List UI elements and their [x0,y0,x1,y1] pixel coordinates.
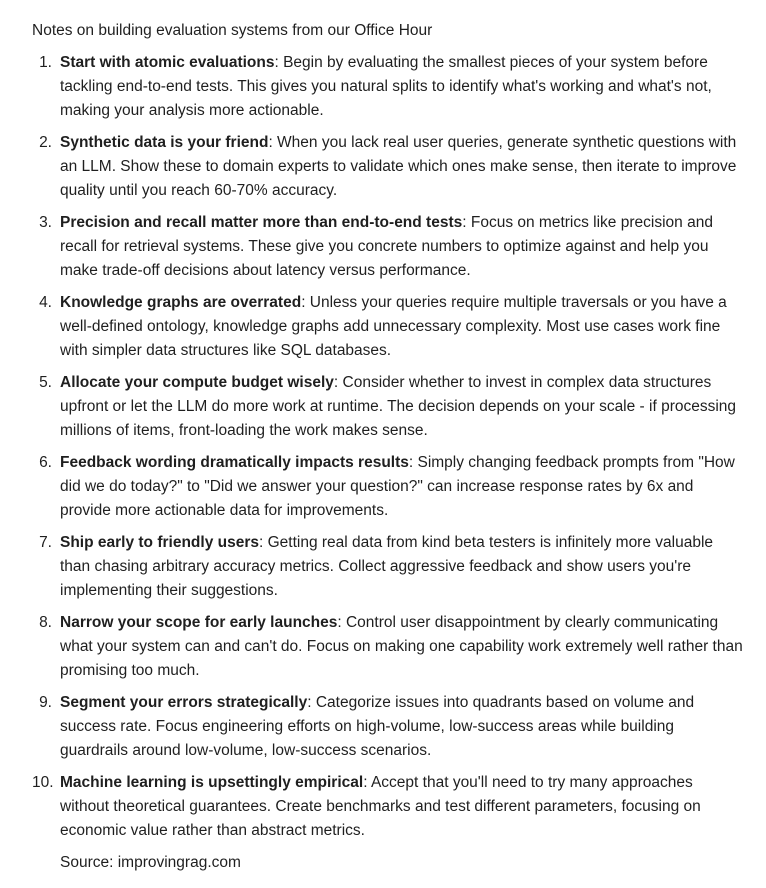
note-title: Segment your errors strategically [60,694,308,711]
note-number: 6. [39,454,52,471]
note-text: : Getting real data from kind beta testers is infinitely more valuable than chasing arbitrary accuracy metrics. Collect aggressive feedback and show users you're implementing their suggestions. [60,534,714,599]
note-item [32,211,746,283]
note-title: Ship early to friendly users [60,534,259,551]
note-item [32,451,746,523]
note-title: Machine learning is upsettingly empirical [60,774,364,791]
note-item [32,371,746,443]
note-text: : Unless your queries require multiple traversals or you have a well-defined ontology, knowledge graphs add unnecessary complexity. Most use cases work fine with simpler data structures like SQL databases. [60,294,727,359]
note-text: : Control user disappointment by clearly communicating what your system can and can't do. Focus on making one capability work extremely well rather than promising too much. [60,614,743,679]
note-title: Feedback wording dramatically impacts results [60,454,409,471]
note-title: Knowledge graphs are overrated [60,294,302,311]
note-text: : Begin by evaluating the smallest pieces of your system before tackling end-to-end tests. This gives you natural splits to identify what's working and what's not, making your analysis more actionable. [60,54,712,119]
note-text: : Accept that you'll need to try many approaches without theoretical guarantees. Create benchmarks and test different parameters, focusing on economic value rather than abstract metrics. [60,774,701,839]
notes-list [32,51,746,843]
note-item [32,51,746,123]
note-item [32,611,746,683]
note-title: Precision and recall matter more than end-to-end tests [60,214,463,231]
note-item [32,691,746,763]
note-title: Allocate your compute budget wisely [60,374,334,391]
note-number: 7. [39,534,52,551]
note-number: 5. [39,374,52,391]
note-item [32,131,746,203]
source-line: Source: improvingrag.com [60,854,241,871]
note-number: 3. [39,214,52,231]
note-number: 2. [39,134,52,151]
note-title: Narrow your scope for early launches [60,614,338,631]
note-text: : Simply changing feedback prompts from "How did we do today?" to "Did we answer your question?" can increase response rates by 6x and provide more actionable data for improvements. [60,454,735,519]
note-number: 9. [39,694,52,711]
note-number: 10. [32,774,54,791]
note-item [32,771,746,843]
note-number: 8. [39,614,52,631]
note-number: 4. [39,294,52,311]
intro-heading: Notes on building evaluation systems from our Office Hour [32,22,433,39]
note-text: : Consider whether to invest in complex data structures upfront or let the LLM do more work at runtime. The decision depends on your scale - if processing millions of items, front-loading the work makes sense. [60,374,737,439]
note-number: 1. [39,54,52,71]
note-item [32,531,746,603]
note-item [32,291,746,363]
note-text: : Categorize issues into quadrants based on volume and success rate. Focus engineering efforts on high-volume, low-success areas while building guardrails around low-volume, low-success scenarios. [60,694,695,759]
note-title: Synthetic data is your friend [60,134,269,151]
note-title: Start with atomic evaluations [60,54,275,71]
note-text: : Focus on metrics like precision and recall for retrieval systems. These give you concrete numbers to optimize against and help you make trade-off decisions about latency versus performance. [60,214,713,279]
note-text: : When you lack real user queries, generate synthetic questions with an LLM. Show these to domain experts to validate which ones make sense, then iterate to improve quality until you reach 60-70% accuracy. [60,134,737,199]
